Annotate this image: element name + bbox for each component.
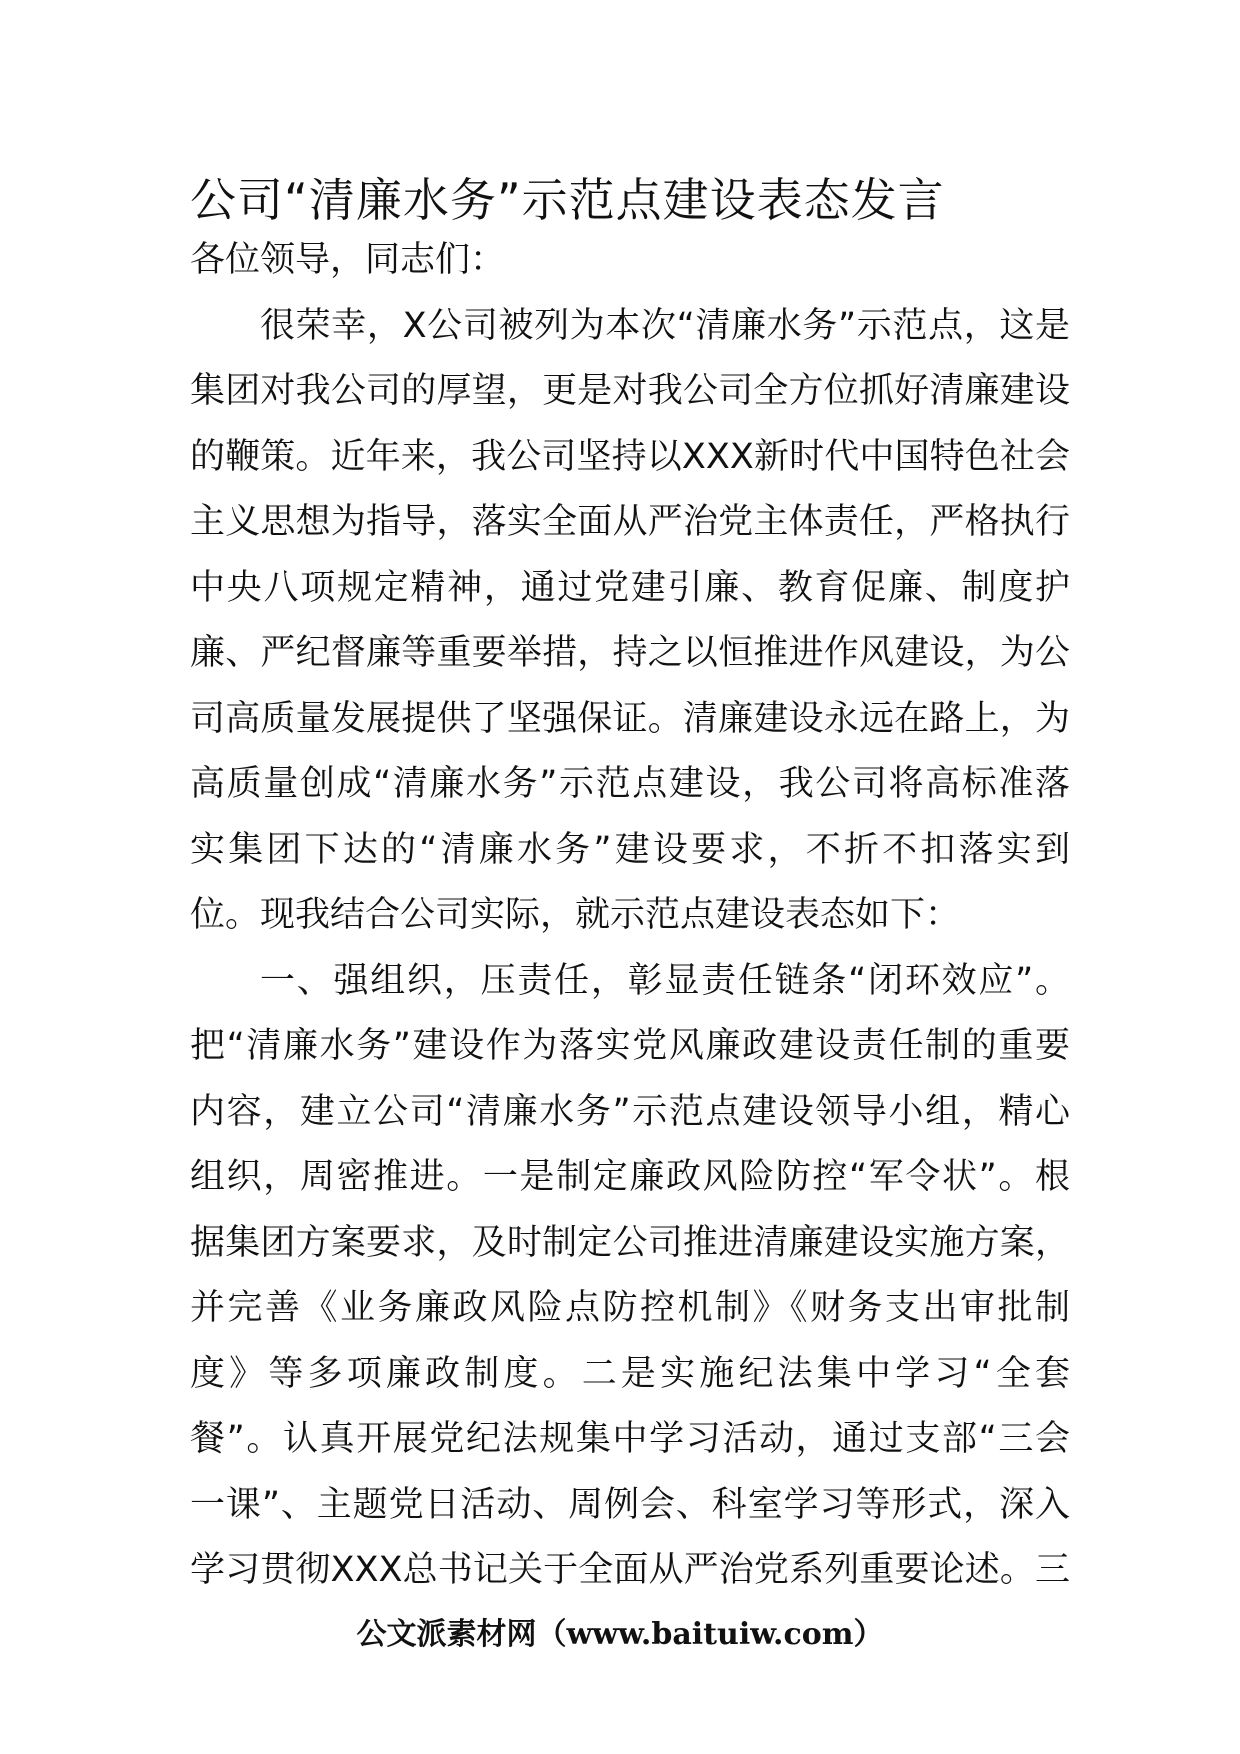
paragraph-line: 的鞭策。近年来，我公司坚持以XXX新时代中国特色社会: [190, 436, 1070, 477]
paragraph-line: 司高质量发展提供了坚强保证。清廉建设永远在路上，为: [190, 698, 1070, 739]
paragraph-line: 内容，建立公司“清廉水务”示范点建设领导小组，精心: [190, 1091, 1070, 1132]
paragraph-line: 一课”、主题党日活动、周例会、科室学习等形式，深入: [190, 1484, 1070, 1525]
paragraph-line: 学习贯彻XXX总书记关于全面从严治党系列重要论述。三: [190, 1550, 1070, 1590]
paragraph-line: 高质量创成“清廉水务”示范点建设，我公司将高标准落: [190, 764, 1070, 804]
paragraph-line: 把“清廉水务”建设作为落实党风廉政建设责任制的重要: [190, 1026, 1070, 1066]
section-heading-line: 一、强组织，压责任，彰显责任链条“闭环效应”。: [260, 960, 1070, 1001]
paragraph-line: 并完善《业务廉政风险点防控机制》《财务支出审批制: [190, 1288, 1070, 1328]
paragraph-line: 集团对我公司的厚望，更是对我公司全方位抓好清廉建设: [190, 371, 1070, 411]
paragraph-line: 组织，周密推进。一是制定廉政风险防控“军令状”。根: [190, 1157, 1070, 1197]
paragraph-line: 很荣幸，X公司被列为本次“清廉水务”示范点，这是: [260, 305, 1070, 346]
paragraph-line: 实集团下达的“清廉水务”建设要求，不折不扣落实到: [190, 829, 1070, 870]
paragraph-line: 主义思想为指导，落实全面从严治党主体责任，严格执行: [190, 502, 1070, 542]
paragraph-line: 据集团方案要求，及时制定公司推进清廉建设实施方案，: [190, 1222, 1070, 1263]
paragraph-line: 位。现我结合公司实际，就示范点建设表态如下：: [190, 895, 961, 935]
document-body: [190, 228, 1070, 1604]
paragraph-line: 餐”。认真开展党纪法规集中学习活动，通过支部“三会: [190, 1419, 1070, 1459]
document-title: 公司“清廉水务”示范点建设表态发言: [190, 173, 945, 227]
paragraph-line: 廉、严纪督廉等重要举措，持之以恒推进作风建设，为公: [190, 633, 1070, 673]
footer-watermark: 公文派素材网（www.baituiw.com）: [356, 1617, 884, 1652]
paragraph-line: 度》等多项廉政制度。二是实施纪法集中学习“全套: [190, 1353, 1070, 1394]
salutation: 各位领导，同志们：: [190, 240, 506, 280]
paragraph-line: 中央八项规定精神，通过党建引廉、教育促廉、制度护: [190, 567, 1070, 608]
